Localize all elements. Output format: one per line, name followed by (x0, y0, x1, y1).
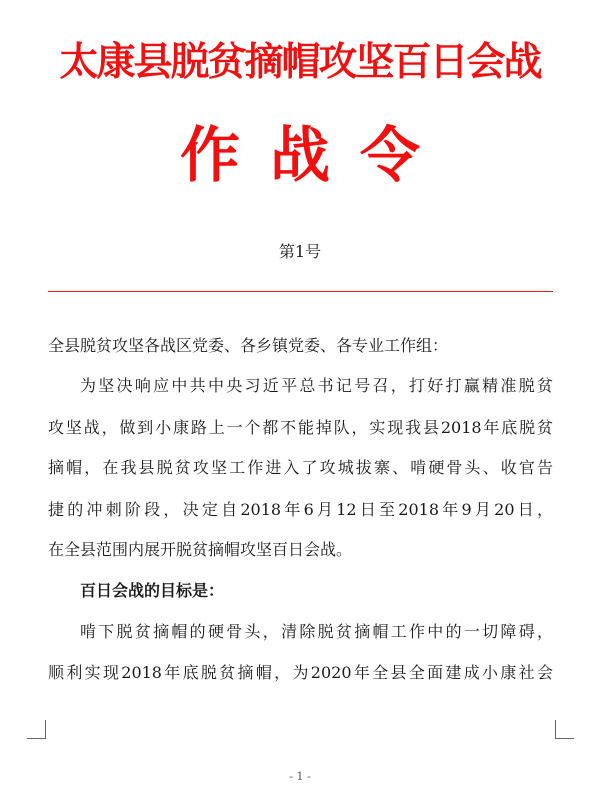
page-corner-mark-right (555, 720, 574, 739)
section-title: 百日会战的目标是： (80, 581, 225, 600)
document-number: 第1号 (278, 242, 322, 261)
paragraph1-line: 捷的冲刺阶段，决定自2018年6月12日至2018年9月20日， (48, 500, 553, 519)
paragraph1-line: 摘帽，在我县脱贫攻坚工作进入了攻城拔寨、啃硬骨头、收官告 (48, 458, 553, 477)
page-corner-mark-left (27, 720, 46, 739)
document-title: 太康县脱贫摘帽攻坚百日会战 (59, 40, 541, 85)
paragraph2-line: 顺利实现2018年底脱贫摘帽，为2020年全县全面建成小康社会 (48, 663, 553, 682)
paragraph1-line: 为坚决响应中共中央习近平总书记号召，打好打赢精准脱贫 (80, 376, 553, 395)
order-heading: 作战令 (180, 121, 450, 191)
paragraph2-line: 啃下脱贫摘帽的硬骨头，清除脱贫摘帽工作中的一切障碍， (80, 622, 553, 641)
paragraph1-line: 攻坚战，做到小康路上一个都不能掉队，实现我县2018年底脱贫 (48, 418, 553, 437)
salutation: 全县脱贫攻坚各战区党委、各乡镇党委、各专业工作组： (48, 336, 449, 355)
red-divider-line (48, 291, 553, 292)
paragraph1-line: 在全县范围内展开脱贫摘帽攻坚百日会战。 (48, 540, 353, 559)
page-number: - 1 - (289, 770, 311, 783)
